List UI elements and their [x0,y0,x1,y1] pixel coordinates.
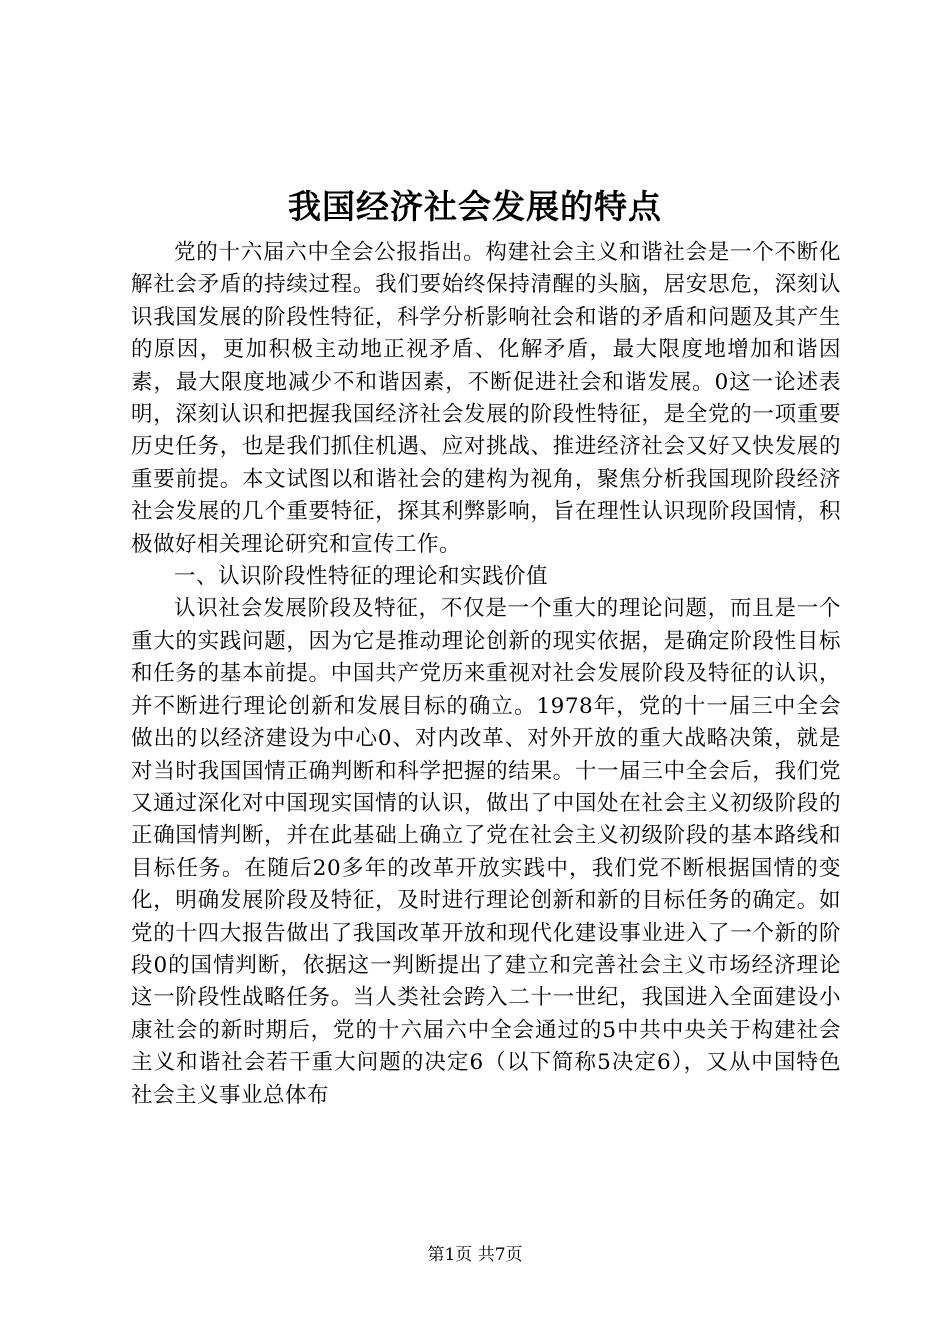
page-number-footer: 第1页 共7页 [427,1245,523,1265]
document-body [131,237,841,1112]
paragraph-intro: 党的十六届六中全会公报指出。构建社会主义和谐社会是一个不断化解社会矛盾的持续过程。我们要始终保持清醒的头脑，居安思危，深刻认识我国发展的阶段性特征，科学分析影响社会和谐的矛盾和问题及其产生的原因，更加积极主动地正视矛盾、化解矛盾，最大限度地增加和谐因素，最大限度地减少不和谐因素，不断促进社会和谐发展。0这一论述表明，深刻认识和把握我国经济社会发展的阶段性特征，是全党的一项重要历史任务，也是我们抓住机遇、应对挑战、推进经济社会又好又快发展的重要前提。本文试图以和谐社会的建构为视角，聚焦分析我国现阶段经济社会发展的几个重要特征，探其利弊影响，旨在理性认识现阶段国情，积极做好相关理论研究和宣传工作。 [131,240,841,557]
paragraph-section-1: 认识社会发展阶段及特征，不仅是一个重大的理论问题，而且是一个重大的实践问题，因为它是推动理论创新的现实依据，是确定阶段性目标和任务的基本前提。中国共产党历来重视对社会发展阶段及特征的认识，并不断进行理论创新和发展目标的确立。1978年，党的十一届三中全会做出的以经济建设为中心0、对内改革、对外开放的重大战略决策，就是对当时我国国情正确判断和科学把握的结果。十一届三中全会后，我们党又通过深化对中国现实国情的认识，做出了中国处在社会主义初级阶段的正确国情判断，并在此基础上确立了党在社会主义初级阶段的基本路线和目标任务。在随后20多年的改革开放实践中，我们党不断根据国情的变化，明确发展阶段及特征，及时进行理论创新和新的目标任务的确定。如党的十四大报告做出了我国改革开放和现代化建设事业进入了一个新的阶段0的国情判断，依据这一判断提出了建立和完善社会主义市场经济理论这一阶段性战略任务。当人类社会跨入二十一世纪，我国进入全面建设小康社会的新时期后，党的十六届六中全会通过的5中共中央关于构建社会主义和谐社会若干重大问题的决定6（以下简称5决定6），又从中国特色社会主义事业总体布 [131,596,841,1108]
document-title: 我国经济社会发展的特点 [288,187,662,226]
section-heading-1: 一、认识阶段性特征的理论和实践价值 [174,564,549,590]
